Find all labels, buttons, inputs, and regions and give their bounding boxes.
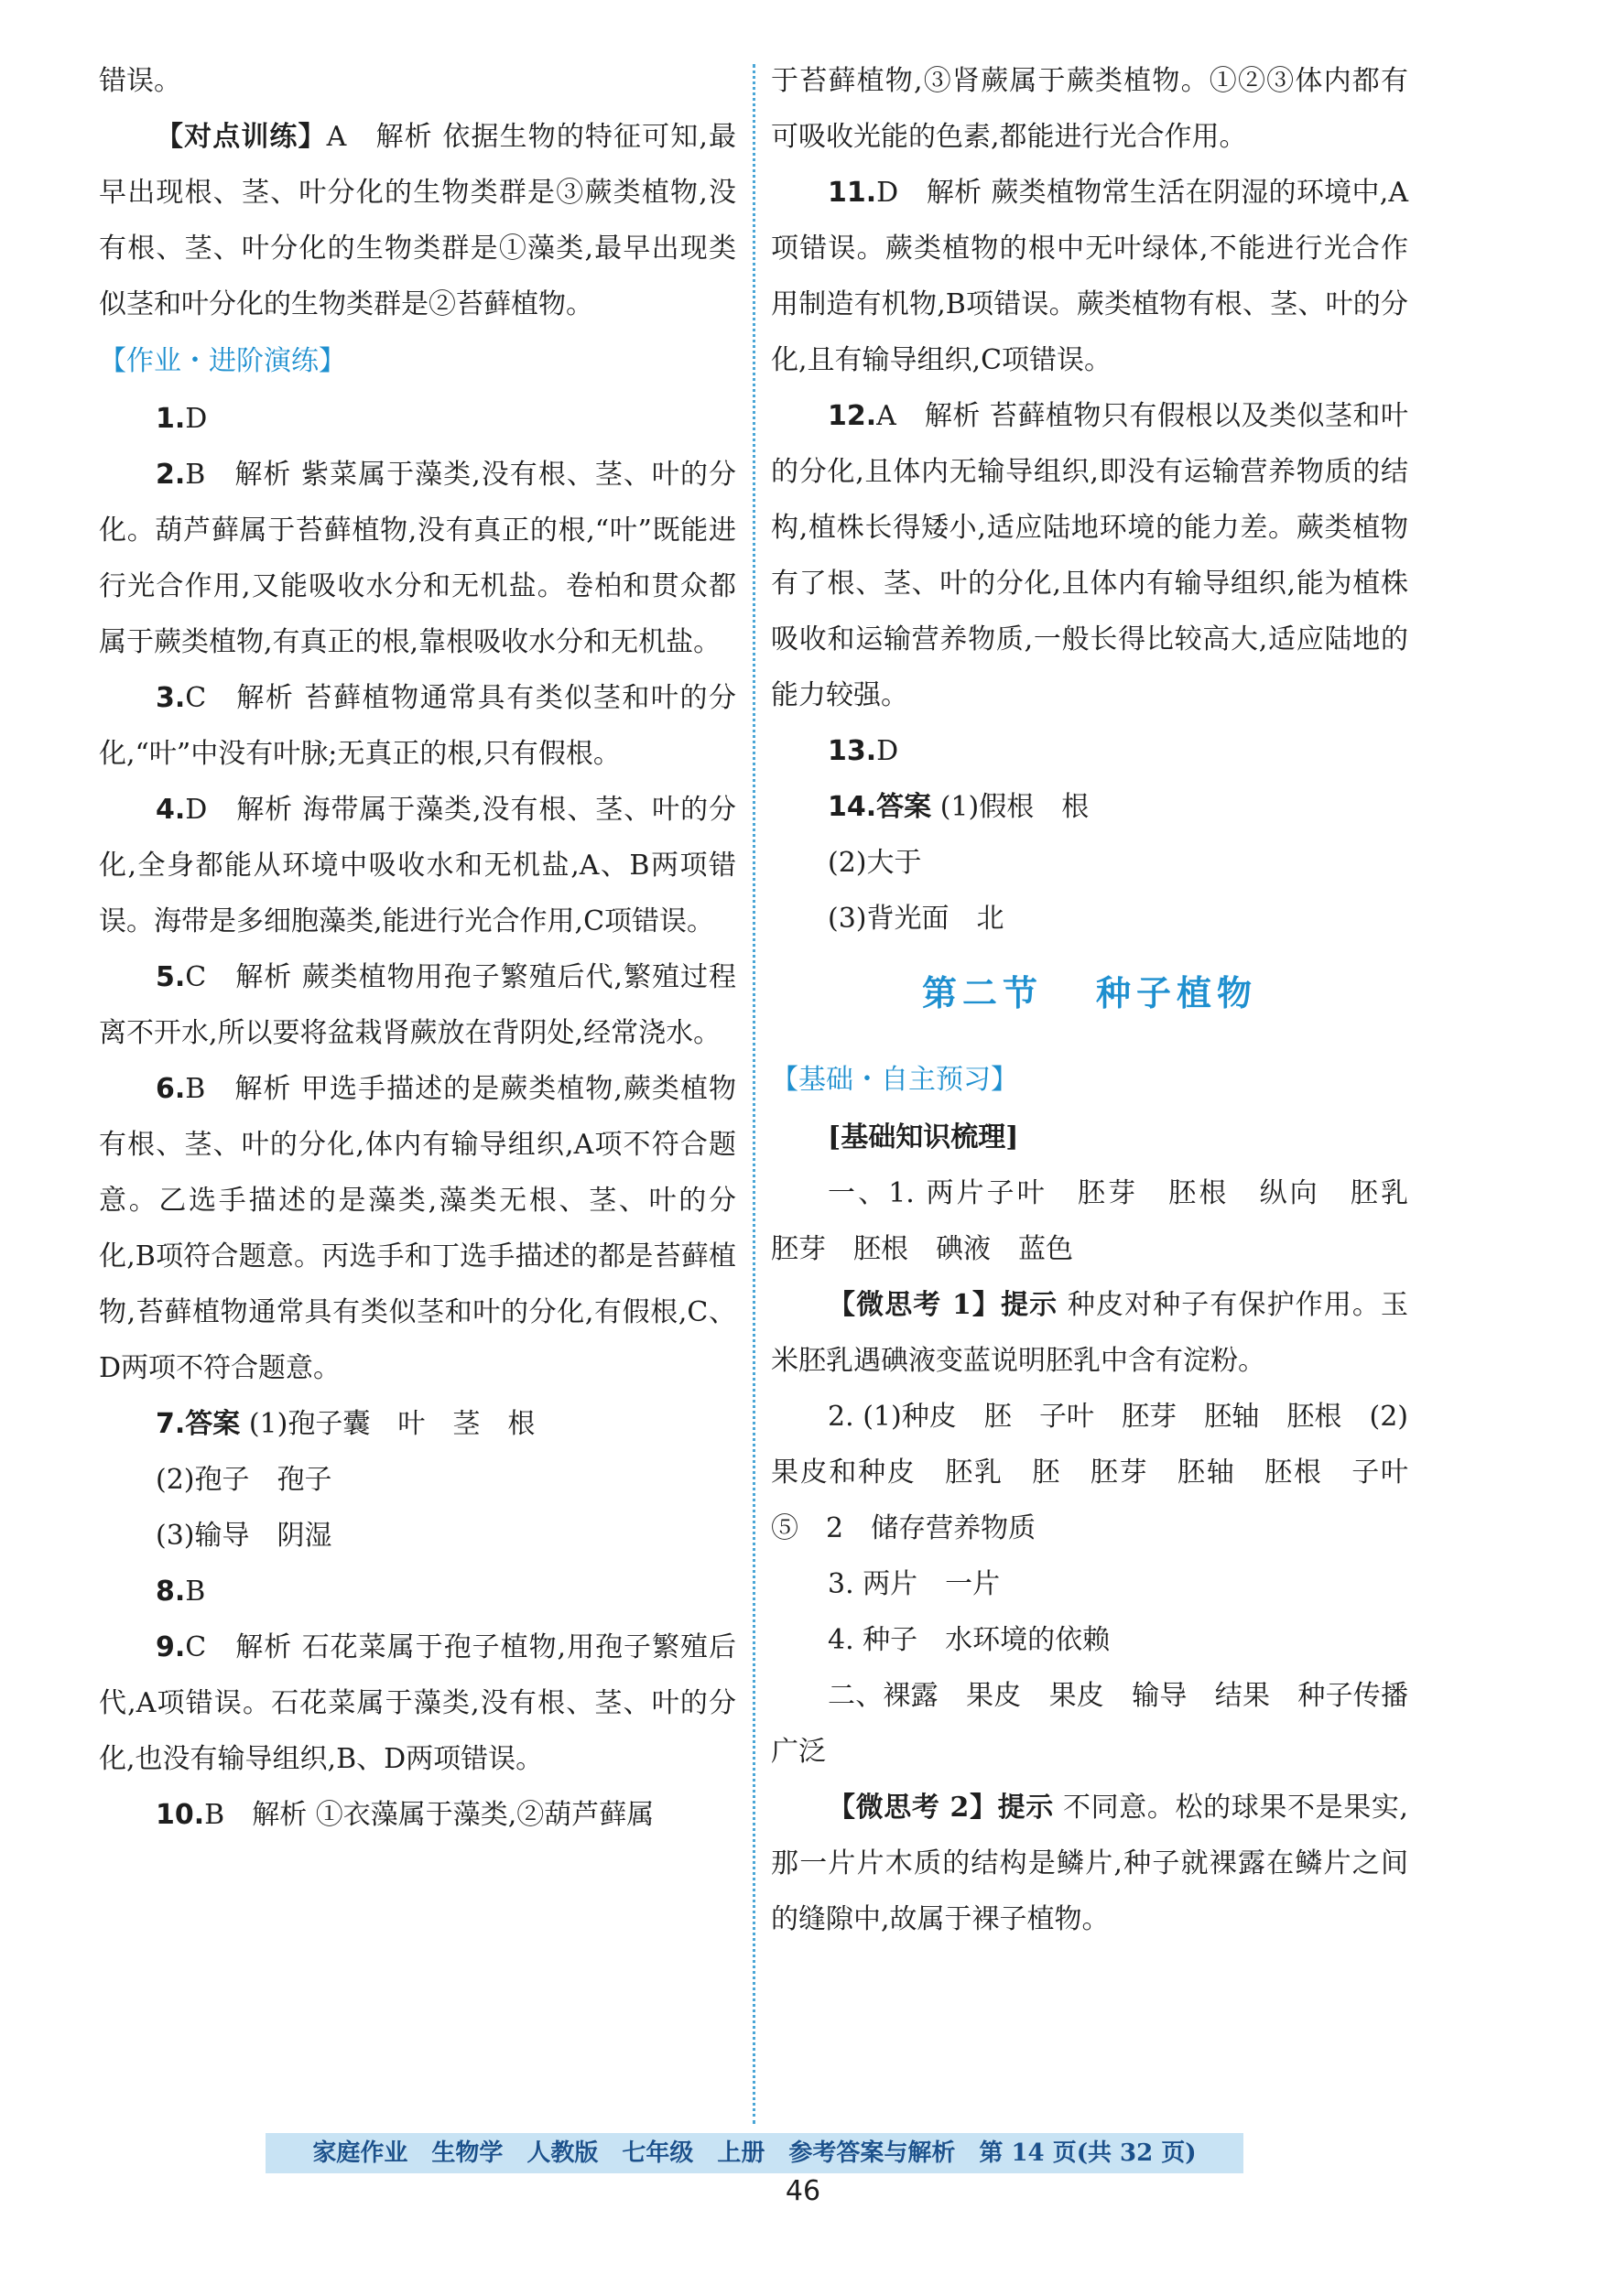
knowledge-item: 一、1. 两片子叶 胚芽 胚根 纵向 胚乳 胚芽 胚根 碘液 蓝色 bbox=[771, 1177, 1436, 1265]
footer-banner: 家庭作业 生物学 人教版 七年级 上册 参考答案与解析 第 14 页(共 32 页) bbox=[266, 2133, 1243, 2173]
section-title-homework: 【作业・进阶演练】 bbox=[99, 345, 346, 377]
answer-item: 5.C 解析 蕨类植物用孢子繁殖后代,繁殖过程离不开水,所以要将盆栽肾蕨放在背阴处,经常浇水。 bbox=[99, 961, 736, 1049]
answer-item: 14.答案 (1)假根 根 bbox=[828, 791, 1090, 823]
column-divider bbox=[753, 64, 755, 2124]
practice-label: 【对点训练】 bbox=[156, 121, 327, 153]
answer-subitem: (2)孢子 孢子 bbox=[156, 1464, 332, 1496]
answer-label: 答案 bbox=[185, 1408, 241, 1440]
chapter-title: 第二节 种子植物 bbox=[921, 972, 1258, 1013]
subsection-title: [基础知识梳理] bbox=[828, 1121, 1019, 1153]
continued-text: 于苔藓植物,③肾蕨属于蕨类植物。①②③体内都有可吸收光能的色素,都能进行光合作用。 bbox=[771, 65, 1408, 153]
answer-item: 2.B 解析 紫菜属于藻类,没有根、茎、叶的分化。葫芦藓属于苔藓植物,没有真正的根,“叶”既能进行光合作用,又能吸收水分和无机盐。卷柏和贯众都属于蕨类植物,有真正的根,靠根吸收水分和无机盐。 bbox=[99, 459, 736, 658]
think-paragraph: 【微思考 2】提示 不同意。松的球果不是果实,那一片片木质的结构是鳞片,种子就裸露在鳞片之间的缝隙中,故属于裸子植物。 bbox=[771, 1792, 1408, 1935]
answer-item: 7.答案 (1)孢子囊 叶 茎 根 bbox=[156, 1408, 536, 1440]
paragraph-practice bbox=[99, 109, 736, 332]
think-label: 【微思考 1】提示 bbox=[828, 1289, 1058, 1321]
answer-item: 11.D 解析 蕨类植物常生活在阴湿的环境中,A项错误。蕨类植物的根中无叶绿体,不能进行光合作用制造有机物,B项错误。蕨类植物有根、茎、叶的分化,且有输导组织,C项错误。 bbox=[771, 177, 1408, 376]
answer-subitem: (3)背光面 北 bbox=[828, 903, 1004, 935]
practice-text: A 解析 依据生物的特征可知,最早出现根、茎、叶分化的生物类群是③蕨类植物,没有根、茎、叶分化的生物类群是①藻类,最早出现类似茎和叶分化的生物类群是②苔藓植物。 bbox=[99, 121, 737, 320]
knowledge-item: 2. (1)种皮 胚 子叶 胚芽 胚轴 胚根 (2)果皮和种皮 胚乳 胚 胚芽 胚轴 胚根 子叶 ⑤ 2 储存营养物质 bbox=[771, 1401, 1436, 1544]
answer-item: 10.B 解析 ①衣藻属于藻类,②葫芦藓属 bbox=[156, 1799, 655, 1831]
answer-item: 3.C 解析 苔藓植物通常具有类似茎和叶的分化,“叶”中没有叶脉;无真正的根,只有假根。 bbox=[99, 682, 736, 770]
answer-item: 1.D bbox=[156, 403, 208, 435]
answer-item: 6.B 解析 甲选手描述的是蕨类植物,蕨类植物有根、茎、叶的分化,体内有输导组织,A项不符合题意。乙选手描述的是藻类,藻类无根、茎、叶的分化,B项符合题意。丙选手和丁选手描述的都是苔藓植物,苔藓植物通常具有类似茎和叶的分化,有假根,C、D两项不符合题意。 bbox=[99, 1073, 736, 1384]
answer-item: 8.B bbox=[156, 1576, 206, 1608]
answer-label: 答案 bbox=[876, 791, 932, 823]
answer-subitem: (3)输导 阴湿 bbox=[156, 1520, 332, 1552]
page-number: 46 bbox=[785, 2175, 821, 2207]
answer-item: 12.A 解析 苔藓植物只有假根以及类似茎和叶的分化,且体内无输导组织,即没有运输营养物质的结构,植株长得矮小,适应陆地环境的能力差。蕨类植物有了根、茎、叶的分化,且体内有输导组织,能为植株吸收和运输营养物质,一般长得比较高大,适应陆地的能力较强。 bbox=[771, 400, 1408, 711]
answer-item: 4.D 解析 海带属于藻类,没有根、茎、叶的分化,全身都能从环境中吸收水和无机盐,A、B两项错误。海带是多细胞藻类,能进行光合作用,C项错误。 bbox=[99, 794, 736, 937]
answer-item: 9.C 解析 石花菜属于孢子植物,用孢子繁殖后代,A项错误。石花菜属于藻类,没有根、茎、叶的分化,也没有输导组织,B、D两项错误。 bbox=[99, 1631, 736, 1775]
knowledge-item: 3. 两片 一片 bbox=[828, 1568, 1001, 1600]
left-column bbox=[99, 53, 736, 1843]
think-paragraph: 【微思考 1】提示 种皮对种子有保护作用。玉米胚乳遇碘液变蓝说明胚乳中含有淀粉。 bbox=[771, 1289, 1408, 1377]
knowledge-item: 4. 种子 水环境的依赖 bbox=[828, 1624, 1111, 1656]
answer-item: 13.D bbox=[828, 735, 899, 767]
right-column bbox=[771, 53, 1436, 1947]
answer-subitem: (2)大于 bbox=[828, 847, 922, 879]
think-label: 【微思考 2】提示 bbox=[828, 1792, 1054, 1824]
knowledge-item: 二、裸露 果皮 果皮 输导 结果 种子传播 广泛 bbox=[771, 1680, 1436, 1768]
section-title-preview: 【基础・自主预习】 bbox=[771, 1064, 1018, 1096]
continued-text: 错误。 bbox=[99, 65, 181, 97]
